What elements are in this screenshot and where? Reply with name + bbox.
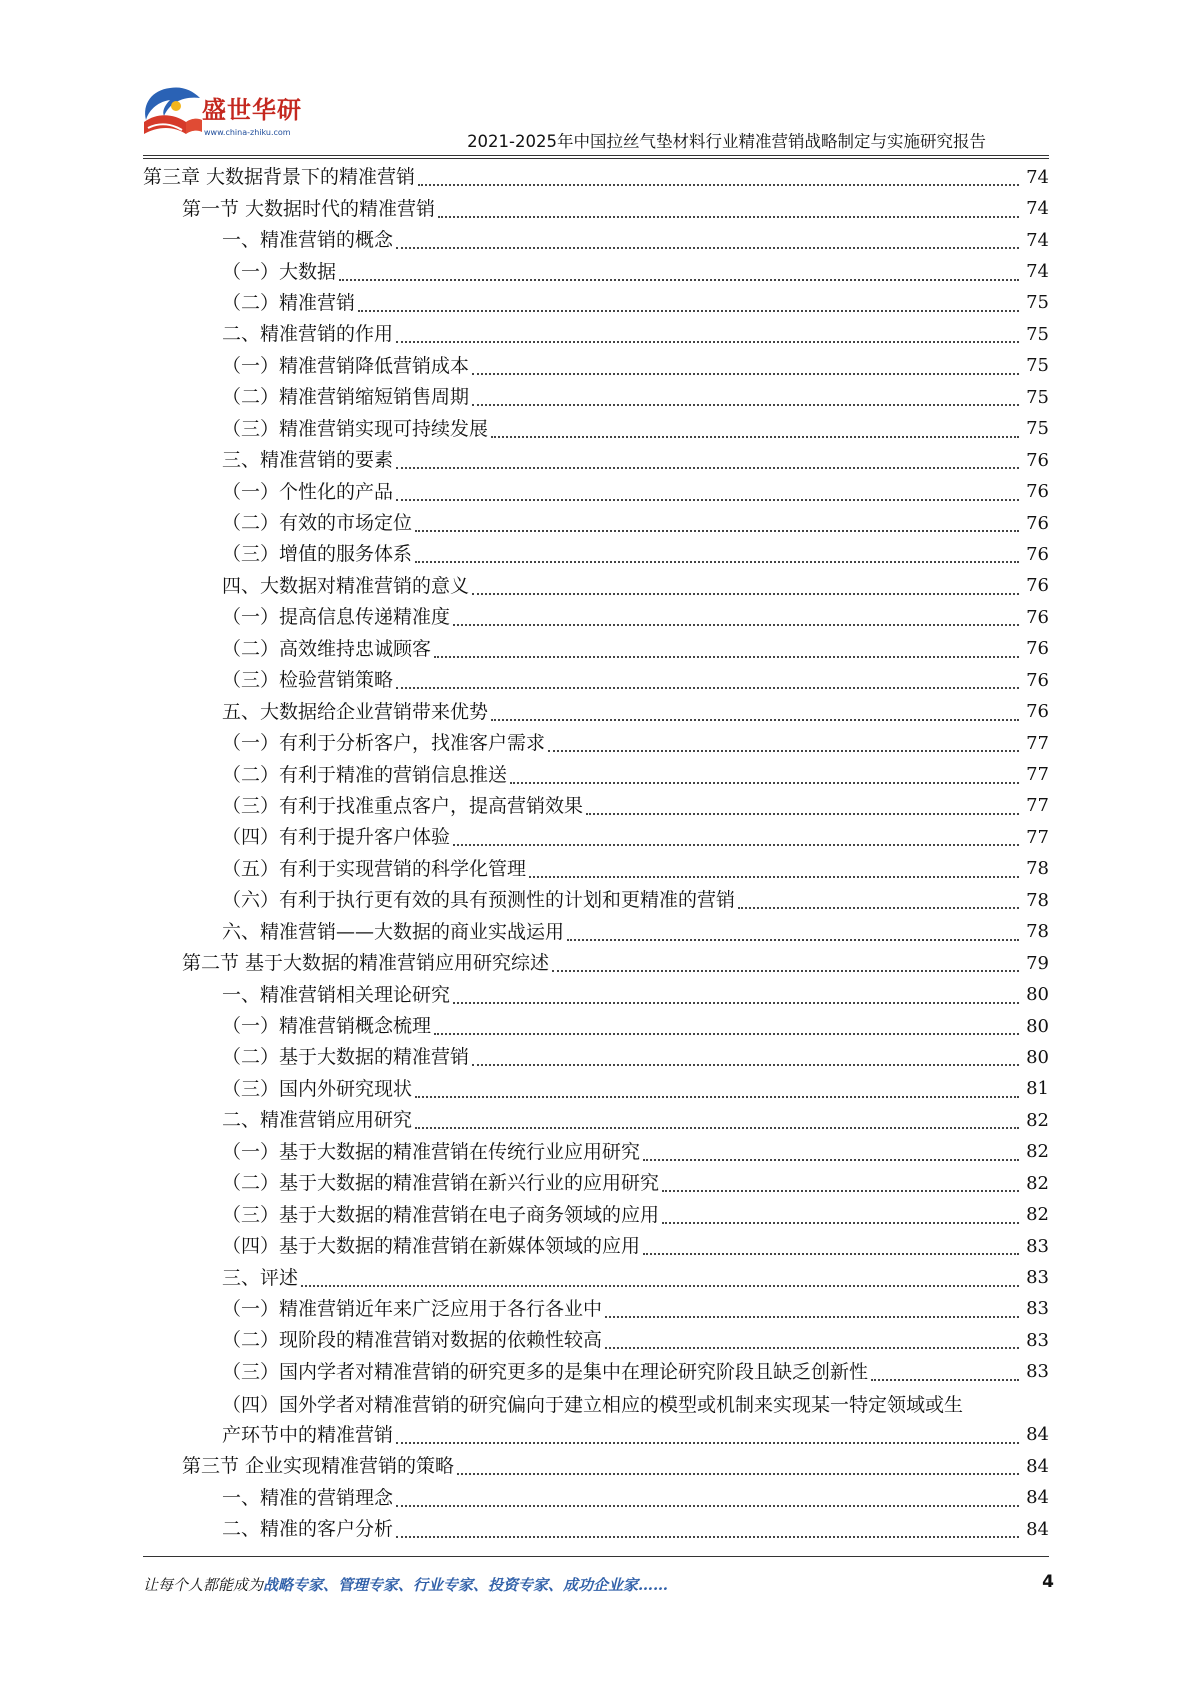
toc-dot-leader bbox=[453, 843, 1019, 846]
toc-entry-page: 76 bbox=[1026, 449, 1049, 471]
toc-dot-leader bbox=[662, 1221, 1019, 1224]
company-logo bbox=[140, 82, 320, 152]
toc-dot-leader bbox=[491, 718, 1019, 721]
toc-entry[interactable] bbox=[0, 1042, 1191, 1073]
logo-text: 盛世华研 bbox=[202, 96, 302, 124]
toc-entry-label: 五、大数据给企业营销带来优势 bbox=[222, 700, 489, 723]
logo-mark-icon bbox=[140, 82, 204, 144]
toc-dot-leader bbox=[301, 1284, 1019, 1287]
toc-entry[interactable] bbox=[0, 414, 1191, 445]
toc-entry-label: 第一节 大数据时代的精准营销 bbox=[182, 197, 436, 220]
toc-dot-leader bbox=[453, 1001, 1019, 1004]
toc-entry-label: （二）精准营销 bbox=[222, 291, 356, 314]
toc-entry-page: 80 bbox=[1026, 984, 1049, 1006]
table-of-contents bbox=[0, 162, 1191, 1545]
toc-entry[interactable] bbox=[0, 1357, 1191, 1388]
toc-dot-leader bbox=[510, 781, 1019, 784]
toc-dot-leader bbox=[396, 498, 1019, 501]
toc-entry-label: 二、精准的客户分析 bbox=[222, 1518, 394, 1541]
toc-entry-label: （四）基于大数据的精准营销在新媒体领域的应用 bbox=[222, 1235, 641, 1258]
toc-entry-page: 83 bbox=[1026, 1329, 1049, 1351]
toc-dot-leader bbox=[396, 1535, 1019, 1538]
toc-entry[interactable] bbox=[0, 1168, 1191, 1199]
toc-entry[interactable] bbox=[0, 1325, 1191, 1356]
toc-entry-page: 76 bbox=[1026, 701, 1049, 723]
toc-dot-leader bbox=[552, 969, 1019, 972]
footer-slogan-prefix: 让每个人都能成为 bbox=[143, 1576, 264, 1594]
toc-dot-leader bbox=[548, 749, 1019, 752]
toc-dot-leader bbox=[472, 403, 1019, 406]
toc-entry-page: 82 bbox=[1026, 1204, 1049, 1226]
toc-dot-leader bbox=[472, 1063, 1019, 1066]
toc-dot-leader bbox=[438, 215, 1019, 218]
toc-dot-leader bbox=[434, 1032, 1019, 1035]
toc-entry-page: 76 bbox=[1026, 543, 1049, 565]
toc-entry-label: 产环节中的精准营销 bbox=[222, 1423, 394, 1446]
toc-dot-leader bbox=[472, 372, 1019, 375]
toc-entry[interactable] bbox=[0, 1482, 1191, 1513]
toc-dot-leader bbox=[396, 340, 1019, 343]
toc-entry-label: （三）增值的服务体系 bbox=[222, 543, 413, 566]
toc-entry-page: 76 bbox=[1026, 638, 1049, 660]
toc-entry-page: 75 bbox=[1026, 355, 1049, 377]
toc-dot-leader bbox=[567, 938, 1019, 941]
toc-entry-label: （三）国内学者对精准营销的研究更多的是集中在理论研究阶段且缺乏创新性 bbox=[222, 1360, 869, 1383]
toc-entry[interactable] bbox=[0, 162, 1191, 193]
toc-entry-page: 80 bbox=[1026, 1015, 1049, 1037]
toc-entry-label: （三）有利于找准重点客户，提高营销效果 bbox=[222, 794, 584, 817]
toc-entry[interactable] bbox=[0, 1199, 1191, 1230]
toc-entry-label: （三）基于大数据的精准营销在电子商务领域的应用 bbox=[222, 1203, 660, 1226]
toc-dot-leader bbox=[434, 655, 1019, 658]
toc-entry[interactable] bbox=[0, 476, 1191, 507]
toc-entry[interactable] bbox=[0, 225, 1191, 256]
toc-entry-label: （一）有利于分析客户，找准客户需求 bbox=[222, 732, 546, 755]
toc-dot-leader bbox=[605, 1315, 1019, 1318]
toc-dot-leader bbox=[396, 1441, 1019, 1444]
toc-entry-label: 三、评述 bbox=[222, 1266, 299, 1289]
toc-entry-label: （一）提高信息传递精准度 bbox=[222, 606, 451, 629]
toc-entry[interactable] bbox=[0, 696, 1191, 727]
toc-dot-leader bbox=[415, 560, 1019, 563]
footer-divider bbox=[143, 1556, 1049, 1557]
toc-entry-label: 二、精准营销应用研究 bbox=[222, 1109, 413, 1132]
toc-entry-page: 78 bbox=[1026, 889, 1049, 911]
toc-entry-page: 74 bbox=[1026, 198, 1049, 220]
toc-entry[interactable] bbox=[0, 288, 1191, 319]
toc-entry-page: 76 bbox=[1026, 669, 1049, 691]
toc-entry[interactable] bbox=[0, 445, 1191, 476]
toc-entry-label: （三）国内外研究现状 bbox=[222, 1077, 413, 1100]
toc-dot-leader bbox=[396, 1504, 1019, 1507]
toc-entry[interactable] bbox=[0, 256, 1191, 287]
toc-dot-leader bbox=[396, 246, 1019, 249]
toc-entry-label: 六、精准营销——大数据的商业实战运用 bbox=[222, 920, 565, 943]
toc-dot-leader bbox=[415, 1095, 1019, 1098]
toc-entry-label: （二）基于大数据的精准营销 bbox=[222, 1046, 470, 1069]
toc-entry-label: （三）检验营销策略 bbox=[222, 669, 394, 692]
toc-dot-leader bbox=[472, 592, 1019, 595]
toc-entry-page: 83 bbox=[1026, 1235, 1049, 1257]
toc-entry-page: 84 bbox=[1026, 1518, 1049, 1540]
toc-dot-leader bbox=[396, 686, 1019, 689]
toc-entry-page: 76 bbox=[1026, 481, 1049, 503]
toc-entry-page: 75 bbox=[1026, 386, 1049, 408]
toc-dot-leader bbox=[453, 623, 1019, 626]
toc-entry-page: 82 bbox=[1026, 1141, 1049, 1163]
toc-entry-page: 74 bbox=[1026, 229, 1049, 251]
toc-entry-page: 77 bbox=[1026, 764, 1049, 786]
toc-entry[interactable] bbox=[0, 948, 1191, 979]
toc-entry-label: 一、精准营销相关理论研究 bbox=[222, 983, 451, 1006]
toc-entry-label: 二、精准营销的作用 bbox=[222, 323, 394, 346]
toc-entry-page: 75 bbox=[1026, 323, 1049, 345]
toc-dot-leader bbox=[662, 1189, 1019, 1192]
toc-dot-leader bbox=[415, 529, 1019, 532]
toc-entry[interactable] bbox=[0, 1105, 1191, 1136]
toc-entry[interactable] bbox=[0, 1011, 1191, 1042]
toc-entry-page: 74 bbox=[1026, 166, 1049, 188]
toc-entry-page: 78 bbox=[1026, 921, 1049, 943]
toc-dot-leader bbox=[418, 183, 1019, 186]
toc-entry-page: 79 bbox=[1026, 952, 1049, 974]
toc-entry[interactable] bbox=[0, 634, 1191, 665]
toc-dot-leader bbox=[643, 1252, 1019, 1255]
toc-entry-label: （一）精准营销降低营销成本 bbox=[222, 354, 470, 377]
toc-dot-leader bbox=[339, 278, 1019, 281]
toc-entry-page: 82 bbox=[1026, 1172, 1049, 1194]
toc-entry-label: 一、精准的营销理念 bbox=[222, 1486, 394, 1509]
footer-slogan bbox=[143, 1574, 668, 1595]
toc-entry-page: 81 bbox=[1026, 1078, 1049, 1100]
toc-dot-leader bbox=[643, 1158, 1019, 1161]
toc-entry-page: 75 bbox=[1026, 418, 1049, 440]
toc-entry-page: 82 bbox=[1026, 1109, 1049, 1131]
toc-entry[interactable] bbox=[0, 665, 1191, 696]
toc-dot-leader bbox=[396, 466, 1019, 469]
toc-entry-label: （二）有利于精准的营销信息推送 bbox=[222, 763, 508, 786]
toc-entry-label: 三、精准营销的要素 bbox=[222, 449, 394, 472]
toc-entry-label: 第三章 大数据背景下的精准营销 bbox=[143, 166, 416, 189]
toc-entry[interactable] bbox=[0, 791, 1191, 822]
toc-entry-wrapped-first-line[interactable]: （四）国外学者对精准营销的研究偏向于建立相应的模型或机制来实现某一特定领域或生 bbox=[222, 1394, 964, 1417]
toc-entry-page: 78 bbox=[1026, 858, 1049, 880]
toc-entry-page: 77 bbox=[1026, 826, 1049, 848]
toc-entry[interactable] bbox=[0, 1514, 1191, 1545]
toc-entry[interactable] bbox=[0, 759, 1191, 790]
toc-entry[interactable] bbox=[0, 1231, 1191, 1262]
toc-entry[interactable] bbox=[0, 508, 1191, 539]
toc-entry-page: 84 bbox=[1026, 1487, 1049, 1509]
logo-url: www.china-zhiku.com bbox=[204, 128, 291, 137]
toc-entry-label: （二）基于大数据的精准营销在新兴行业的应用研究 bbox=[222, 1172, 660, 1195]
toc-entry-label: （四）有利于提升客户体验 bbox=[222, 826, 451, 849]
toc-entry-label: 第三节 企业实现精准营销的策略 bbox=[182, 1455, 455, 1478]
toc-entry[interactable] bbox=[0, 979, 1191, 1010]
toc-entry-label: （一）个性化的产品 bbox=[222, 480, 394, 503]
toc-entry-page: 84 bbox=[1026, 1424, 1049, 1446]
toc-entry[interactable] bbox=[0, 728, 1191, 759]
toc-dot-leader bbox=[738, 906, 1019, 909]
toc-entry-label: （二）精准营销缩短销售周期 bbox=[222, 386, 470, 409]
toc-entry-label: （五）有利于实现营销的科学化管理 bbox=[222, 857, 527, 880]
toc-entry-label: （二）现阶段的精准营销对数据的依赖性较高 bbox=[222, 1329, 603, 1352]
toc-entry-label: 第二节 基于大数据的精准营销应用研究综述 bbox=[182, 952, 550, 975]
toc-entry[interactable] bbox=[0, 602, 1191, 633]
toc-dot-leader bbox=[871, 1378, 1019, 1381]
toc-dot-leader bbox=[358, 309, 1019, 312]
toc-entry[interactable] bbox=[0, 1137, 1191, 1168]
toc-entry-page: 77 bbox=[1026, 795, 1049, 817]
toc-entry[interactable] bbox=[0, 854, 1191, 885]
toc-entry-page: 80 bbox=[1026, 1046, 1049, 1068]
toc-entry[interactable] bbox=[0, 885, 1191, 916]
toc-dot-leader bbox=[457, 1472, 1019, 1475]
toc-entry[interactable] bbox=[0, 351, 1191, 382]
toc-entry-label: （一）精准营销近年来广泛应用于各行各业中 bbox=[222, 1297, 603, 1320]
header-divider-secondary bbox=[143, 158, 1049, 159]
toc-entry-page: 83 bbox=[1026, 1298, 1049, 1320]
toc-entry-page: 84 bbox=[1026, 1455, 1049, 1477]
toc-entry-page: 76 bbox=[1026, 606, 1049, 628]
toc-entry[interactable] bbox=[0, 1451, 1191, 1482]
toc-dot-leader bbox=[605, 1346, 1019, 1349]
toc-entry-label: 四、大数据对精准营销的意义 bbox=[222, 574, 470, 597]
page-number: 4 bbox=[1042, 1572, 1054, 1592]
toc-dot-leader bbox=[491, 435, 1019, 438]
header-divider bbox=[143, 155, 1049, 156]
toc-entry-label: （一）精准营销概念梳理 bbox=[222, 1015, 432, 1038]
toc-dot-leader bbox=[415, 1126, 1019, 1129]
toc-entry[interactable] bbox=[0, 1294, 1191, 1325]
toc-entry[interactable] bbox=[0, 193, 1191, 224]
toc-dot-leader bbox=[586, 812, 1019, 815]
toc-entry-page: 75 bbox=[1026, 292, 1049, 314]
toc-entry-page: 77 bbox=[1026, 732, 1049, 754]
toc-entry-label: （三）精准营销实现可持续发展 bbox=[222, 417, 489, 440]
toc-entry-page: 76 bbox=[1026, 512, 1049, 534]
toc-entry-label: 一、精准营销的概念 bbox=[222, 229, 394, 252]
toc-entry-page: 76 bbox=[1026, 575, 1049, 597]
toc-entry[interactable] bbox=[0, 917, 1191, 948]
toc-entry-label: （一）基于大数据的精准营销在传统行业应用研究 bbox=[222, 1140, 641, 1163]
toc-entry-page: 83 bbox=[1026, 1267, 1049, 1289]
report-title: 2021-2025年中国拉丝气垫材料行业精准营销战略制定与实施研究报告 bbox=[467, 132, 986, 151]
toc-entry[interactable] bbox=[0, 1262, 1191, 1293]
toc-entry-label: （二）有效的市场定位 bbox=[222, 512, 413, 535]
toc-entry[interactable] bbox=[0, 382, 1191, 413]
toc-entry-label: （六）有利于执行更有效的具有预测性的计划和更精准的营销 bbox=[222, 889, 736, 912]
toc-entry[interactable] bbox=[0, 571, 1191, 602]
toc-entry[interactable] bbox=[0, 319, 1191, 350]
toc-entry[interactable] bbox=[0, 539, 1191, 570]
footer-slogan-accent: 战略专家、管理专家、行业专家、投资专家、成功企业家…… bbox=[263, 1576, 669, 1594]
toc-entry-page: 83 bbox=[1026, 1361, 1049, 1383]
toc-dot-leader bbox=[529, 875, 1019, 878]
toc-entry-label: （二）高效维持忠诚顾客 bbox=[222, 637, 432, 660]
toc-entry-wrapped-second-line[interactable] bbox=[0, 1420, 1191, 1451]
toc-entry-label: （一）大数据 bbox=[222, 260, 337, 283]
toc-entry[interactable] bbox=[0, 1074, 1191, 1105]
toc-entry[interactable] bbox=[0, 822, 1191, 853]
toc-entry-page: 74 bbox=[1026, 261, 1049, 283]
